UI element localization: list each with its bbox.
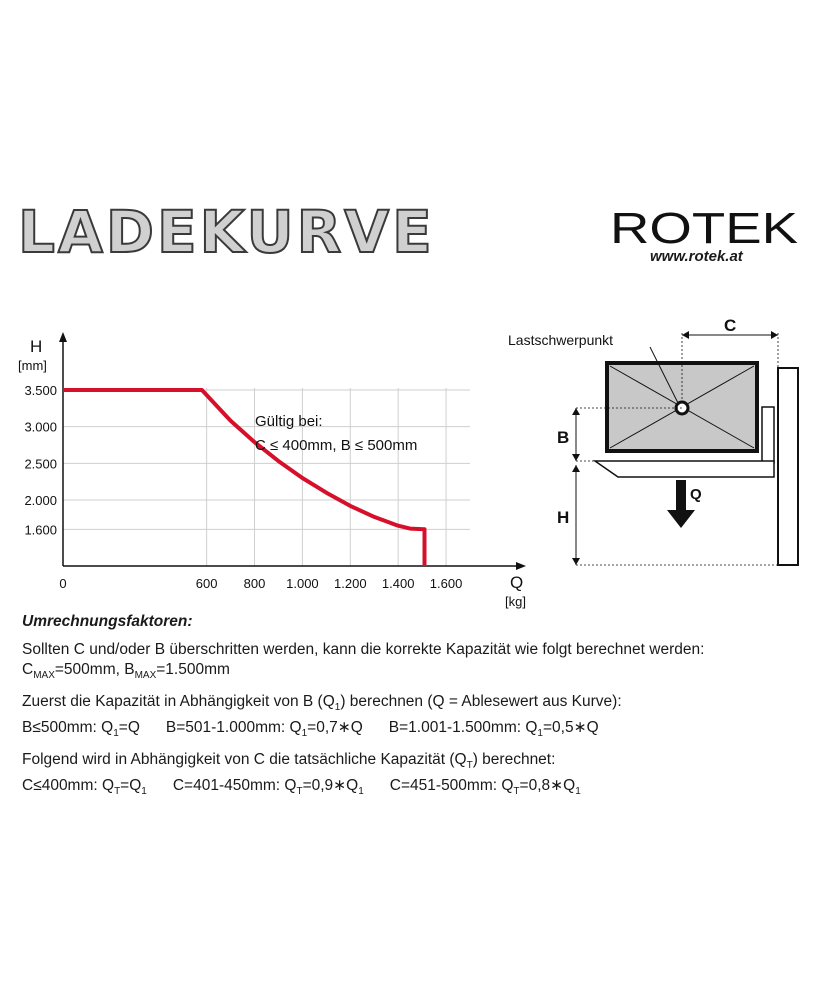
text-line-2: $C_{MAX}=500mm$, $B_{MAX}=1.500mm$	[22, 661, 230, 682]
chart-series	[63, 390, 425, 566]
page-title: LADEKURVE	[18, 198, 435, 266]
dimension-h-label: H	[557, 508, 570, 527]
text-line-4: B≤500mm: $Q_1=Q$ B=501-1.000mm: $Q_1=0,7∗Q$ B=1.001-1.500mm: $Q_1=0,5∗Q$	[22, 719, 599, 740]
fork-vertical	[762, 407, 774, 463]
x-tick-label: 1.400	[381, 576, 415, 591]
y-axis-unit: [mm]	[18, 358, 47, 373]
load-curve-chart	[0, 330, 540, 610]
y-tick-label: 1.600	[24, 522, 57, 538]
y-tick-label: 2.000	[24, 493, 57, 508]
svg-text:ROTEK: ROTEK	[610, 205, 798, 253]
chart-annotation-2: C ≤ 400mm, B ≤ 500mm	[255, 437, 418, 454]
y-axis-label: H	[30, 337, 43, 356]
y-axis-arrow	[59, 332, 67, 342]
fork-arm	[595, 461, 774, 477]
text-line-6: C≤400mm: $Q_T=Q_1$ C=401-450mm: $Q_T=0,9∗Q_1$ C=451-500mm: $Q_T=0,8∗Q_1$	[22, 777, 581, 798]
text-line-3: Zuerst die Kapazität in Abhängigkeit von B $(Q_1)$ berechnen (Q = Ablesewert aus Kurve):	[22, 693, 622, 714]
load-arrow	[667, 510, 695, 528]
dimension-b-label: B	[557, 428, 570, 447]
load-center-diagram	[500, 315, 810, 585]
y-tick-label: 3.000	[24, 419, 57, 435]
x-tick-label: 1.600	[429, 576, 463, 591]
x-tick-label: 800	[243, 576, 266, 591]
chart-annotation-1: Gültig bei:	[255, 413, 323, 430]
x-tick-label: 0	[59, 576, 67, 591]
y-tick-label: 2.500	[24, 456, 57, 472]
x-axis-unit: [kg]	[505, 594, 526, 609]
dimension-c-label: C	[724, 316, 737, 335]
load-curve-line	[63, 390, 425, 566]
x-axis-label: Q	[510, 573, 524, 592]
y-tick-label: 3.500	[24, 383, 57, 398]
chart-ticks	[24, 383, 462, 591]
conversion-factors	[22, 612, 802, 802]
x-tick-label: 600	[195, 576, 218, 591]
mast	[778, 368, 798, 565]
brand-url: www.rotek.at	[650, 248, 743, 265]
x-tick-label: 1.000	[286, 576, 319, 591]
conversion-heading: Umrechnungsfaktoren:	[22, 613, 193, 630]
load-q-label: Q	[690, 486, 702, 503]
load-center-label: Lastschwerpunkt	[508, 332, 614, 348]
x-tick-label: 1.200	[334, 576, 367, 591]
text-line-5: Folgend wird in Abhängigkeit von C die tatsächliche Kapazität $(Q_T)$ berechnet:	[22, 751, 556, 772]
text-line-1: Sollten C und/oder B überschritten werden, kann die korrekte Kapazität wie folgt berechnet werden:	[22, 641, 705, 658]
